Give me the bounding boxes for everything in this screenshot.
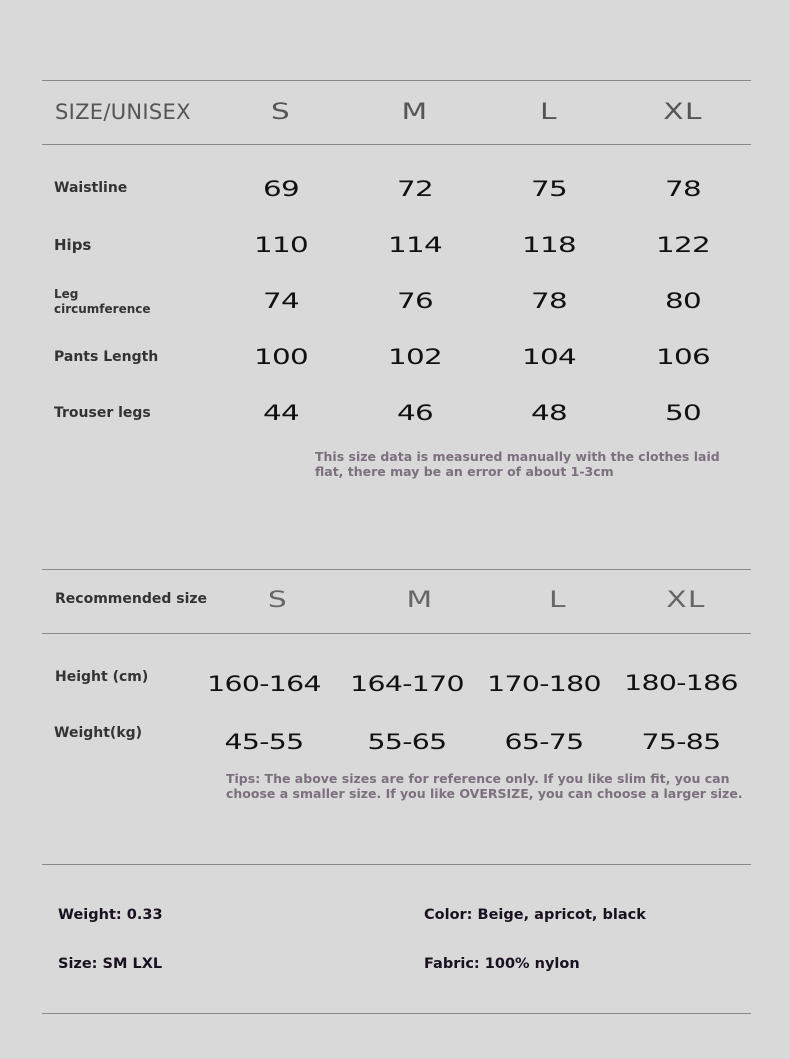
- product-color: Color: Beige, apricot, black: [424, 907, 646, 923]
- table-cell: 78: [664, 177, 702, 201]
- table-cell: 106: [655, 345, 711, 369]
- size-header-s: S: [270, 100, 292, 125]
- table-cell: 104: [521, 345, 577, 369]
- table-cell: 180-186: [624, 671, 738, 695]
- table-cell: 75: [530, 177, 568, 201]
- row-label-waistline: Waistline: [54, 180, 128, 196]
- table-cell: 102: [387, 345, 443, 369]
- size-measurement-note: This size data is measured manually with the clothes laid flat, there may be an error of about 1-3cm: [315, 449, 720, 479]
- row-label-height: Height (cm): [55, 669, 149, 685]
- table-cell: 164-170: [350, 672, 464, 696]
- table-cell: 69: [262, 177, 300, 201]
- product-weight: Weight: 0.33: [58, 907, 163, 923]
- size-tips-note: Tips: The above sizes are for reference only. If you like slim fit, you can choose a smaller size. If you like OVERSIZE, you can choose a larger size.: [226, 771, 743, 801]
- recommend-header-xl: XL: [666, 588, 706, 613]
- recommend-header-m: M: [406, 588, 434, 613]
- divider-recommend-header: [42, 633, 751, 634]
- table-cell: 65-75: [504, 730, 584, 754]
- table-cell: 80: [664, 289, 702, 313]
- product-fabric: Fabric: 100% nylon: [424, 956, 580, 972]
- row-label-leg-circumference: Leg circumference: [54, 287, 151, 316]
- table-cell: 114: [387, 233, 443, 257]
- table-cell: 48: [530, 401, 568, 425]
- divider-recommend-top: [42, 569, 751, 570]
- table-cell: 44: [262, 401, 300, 425]
- divider-info-top: [42, 864, 751, 865]
- table-cell: 76: [396, 289, 434, 313]
- product-size: Size: SM LXL: [58, 956, 163, 972]
- row-label-hips: Hips: [54, 236, 92, 254]
- table-cell: 118: [521, 233, 577, 257]
- recommend-header-s: S: [267, 588, 289, 613]
- divider-bottom: [42, 1013, 751, 1014]
- table-cell: 75-85: [641, 730, 721, 754]
- row-label-weight: Weight(kg): [54, 725, 143, 741]
- table-cell: 160-164: [207, 672, 321, 696]
- row-label-trouser-legs: Trouser legs: [54, 405, 151, 421]
- table-cell: 46: [396, 401, 434, 425]
- size-table-title: SIZE/UNISEX: [55, 100, 191, 124]
- size-header-m: M: [401, 100, 429, 125]
- table-cell: 100: [253, 345, 309, 369]
- row-label-pants-length: Pants Length: [54, 349, 159, 365]
- size-header-l: L: [540, 100, 558, 125]
- table-cell: 50: [664, 401, 702, 425]
- divider-top: [42, 80, 751, 81]
- table-cell: 72: [396, 177, 434, 201]
- table-cell: 110: [253, 233, 309, 257]
- size-header-xl: XL: [663, 100, 703, 125]
- table-cell: 170-180: [487, 672, 601, 696]
- divider-header: [42, 144, 751, 145]
- table-cell: 78: [530, 289, 568, 313]
- table-cell: 45-55: [224, 730, 304, 754]
- table-cell: 55-65: [367, 730, 447, 754]
- recommend-header-l: L: [549, 588, 567, 613]
- table-cell: 122: [655, 233, 711, 257]
- recommend-table-title: Recommended size: [55, 591, 208, 607]
- table-cell: 74: [262, 289, 300, 313]
